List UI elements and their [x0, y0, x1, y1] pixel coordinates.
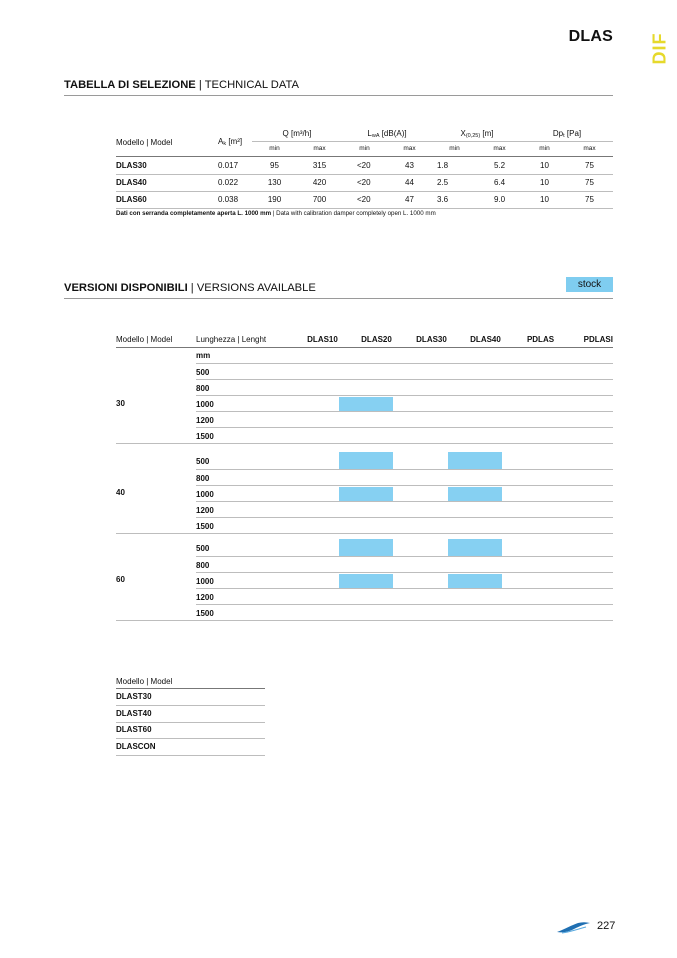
ver-col-model: Modello | Model: [116, 335, 173, 344]
technical-section-title: TABELLA DI SELEZIONE | TECHNICAL DATA: [64, 79, 299, 91]
ver-group-line: [116, 533, 613, 534]
tech-subhead-min: min: [539, 145, 550, 152]
versions-section-rule: [64, 298, 613, 299]
tech-row-ak: 0.038: [218, 195, 239, 204]
ver-row-line: [196, 379, 613, 380]
ver-row-line: [196, 572, 613, 573]
ver-col-dlas30: DLAS30: [416, 335, 447, 344]
tech-row-line: [116, 208, 613, 209]
ver-length-1200: 1200: [196, 506, 214, 515]
tech-header-subline: [252, 141, 613, 142]
tech-cell-qmax: 315: [312, 161, 327, 170]
tech-subhead-min: min: [269, 145, 280, 152]
tech-row-model: DLAS60: [116, 195, 147, 204]
tech-cell-lmin: <20: [357, 161, 371, 170]
ver-row-line: [196, 469, 613, 470]
acc-item: DLAST30: [116, 692, 152, 701]
ver-group-model: 60: [116, 574, 125, 584]
page-header-title: DLAS: [568, 28, 613, 45]
tech-row-model: DLAS30: [116, 161, 147, 170]
ver-col-pdlasi: PDLASI: [583, 335, 613, 344]
tech-cell-lmax: 47: [405, 195, 414, 204]
tech-col-model: Modello | Model: [116, 138, 173, 147]
versions-section-title: VERSIONI DISPONIBILI | VERSIONS AVAILABLE: [64, 282, 316, 294]
acc-row-line: [116, 755, 265, 756]
acc-row-line: [116, 738, 265, 739]
acc-item: DLASCON: [116, 741, 156, 751]
tech-cell-qmin: 95: [270, 161, 279, 170]
ver-length-1500: 1500: [196, 609, 214, 618]
tech-cell-dmin: 10: [540, 161, 549, 170]
tech-subhead-max: max: [403, 145, 416, 152]
stock-cell: [339, 452, 393, 469]
ver-row-line: [196, 395, 613, 396]
ver-col-length: Lunghezza | Lenght: [196, 335, 267, 344]
ver-header-line: [116, 347, 613, 348]
tech-row-line: [116, 191, 613, 192]
tech-cell-xmin: 3.6: [437, 195, 449, 204]
tech-cell-qmax: 700: [312, 195, 327, 204]
ver-col-dlas20: DLAS20: [361, 335, 392, 344]
tech-subhead-max: max: [313, 145, 326, 152]
tech-subhead-min: min: [449, 145, 460, 152]
acc-row-line: [116, 705, 265, 706]
acc-item: DLAST60: [116, 725, 152, 734]
tech-row-ak: 0.017: [218, 161, 239, 170]
tech-cell-lmax: 44: [405, 178, 414, 187]
tech-col-x: X(0,25) [m]: [460, 129, 494, 139]
ver-col-dlas10: DLAS10: [307, 335, 338, 344]
tech-col-ak: Ak [m²]: [218, 137, 243, 147]
stock-cell: [339, 574, 393, 588]
acc-row-line: [116, 722, 265, 723]
tech-subhead-min: min: [359, 145, 370, 152]
stock-cell: [339, 539, 393, 556]
tech-cell-qmin: 130: [267, 178, 282, 187]
stock-legend-badge: stock: [566, 277, 613, 292]
technical-section-rule: [64, 95, 613, 96]
stock-cell: [448, 452, 502, 469]
ver-length-1500: 1500: [196, 522, 214, 531]
ver-length-1000: 1000: [196, 577, 214, 586]
ver-length-1200: 1200: [196, 593, 214, 602]
ver-length-500: 500: [196, 368, 210, 377]
ver-length-500: 500: [196, 456, 210, 466]
tech-cell-dmin: 10: [540, 178, 549, 187]
section-side-tag: DIF: [649, 32, 670, 65]
ver-row-line: [196, 411, 613, 412]
tech-cell-xmax: 6.4: [493, 178, 506, 187]
ver-length-1200: 1200: [196, 416, 214, 425]
ver-group-line: [116, 620, 613, 621]
acc-item: DLAST40: [116, 708, 152, 718]
ver-unit: mm: [196, 351, 211, 360]
tech-cell-qmax: 420: [312, 178, 327, 187]
tech-col-dp: Dpt [Pa]: [552, 129, 582, 139]
tech-row-line: [116, 174, 613, 175]
ver-row-line: [196, 427, 613, 428]
tech-subhead-max: max: [493, 145, 506, 152]
ver-length-800: 800: [196, 384, 210, 393]
ver-group-model: 30: [116, 399, 125, 408]
acc-col-model: Modello | Model: [116, 677, 173, 686]
ver-col-pdlas: PDLAS: [526, 335, 555, 344]
ver-row-line: [196, 604, 613, 605]
stock-cell: [339, 397, 393, 411]
tech-cell-xmax: 5.2: [493, 161, 506, 170]
ver-row-line: [196, 517, 613, 518]
stock-cell: [448, 487, 502, 501]
page-number: 227: [597, 920, 616, 932]
ver-group-model: 40: [116, 487, 125, 497]
acc-header-line: [116, 688, 265, 689]
tech-row-ak: 0.022: [218, 178, 239, 187]
ver-length-1000: 1000: [196, 400, 214, 409]
tech-cell-xmax: 9.0: [493, 195, 506, 204]
tech-cell-dmax: 75: [585, 161, 594, 170]
ver-length-800: 800: [196, 561, 210, 570]
tech-cell-dmin: 10: [540, 195, 549, 204]
wave-logo-icon: [556, 920, 592, 934]
ver-row-line: [196, 501, 613, 502]
ver-row-line: [196, 588, 613, 589]
stock-cell: [448, 574, 502, 588]
ver-unit-line: [196, 363, 613, 364]
stock-cell: [448, 539, 502, 556]
tech-cell-lmax: 43: [405, 161, 414, 170]
ver-row-line: [196, 556, 613, 557]
tech-cell-lmin: <20: [357, 195, 371, 204]
technical-footnote: Dati con serranda completamente aperta L. 1000 mm | Data with calibration damper completely open L. 1000 mm: [116, 210, 436, 217]
tech-cell-qmin: 190: [267, 195, 282, 204]
ver-length-1500: 1500: [196, 432, 214, 441]
tech-col-q: Q [m³/h]: [282, 129, 312, 138]
ver-length-500: 500: [196, 543, 210, 553]
tech-cell-xmin: 2.5: [437, 178, 449, 187]
tech-header-line: [116, 156, 613, 157]
tech-cell-xmin: 1.8: [437, 161, 449, 170]
ver-length-800: 800: [196, 474, 210, 483]
tech-cell-lmin: <20: [357, 178, 371, 187]
tech-row-model: DLAS40: [116, 178, 147, 187]
tech-col-lwa: LwA [dB(A)]: [367, 129, 407, 139]
tech-cell-dmax: 75: [585, 195, 594, 204]
tech-subhead-max: max: [583, 145, 596, 152]
tech-cell-dmax: 75: [585, 178, 594, 187]
ver-row-line: [196, 485, 613, 486]
stock-cell: [339, 487, 393, 501]
ver-col-dlas40: DLAS40: [470, 335, 501, 344]
ver-group-line: [116, 443, 613, 444]
ver-length-1000: 1000: [196, 490, 214, 499]
